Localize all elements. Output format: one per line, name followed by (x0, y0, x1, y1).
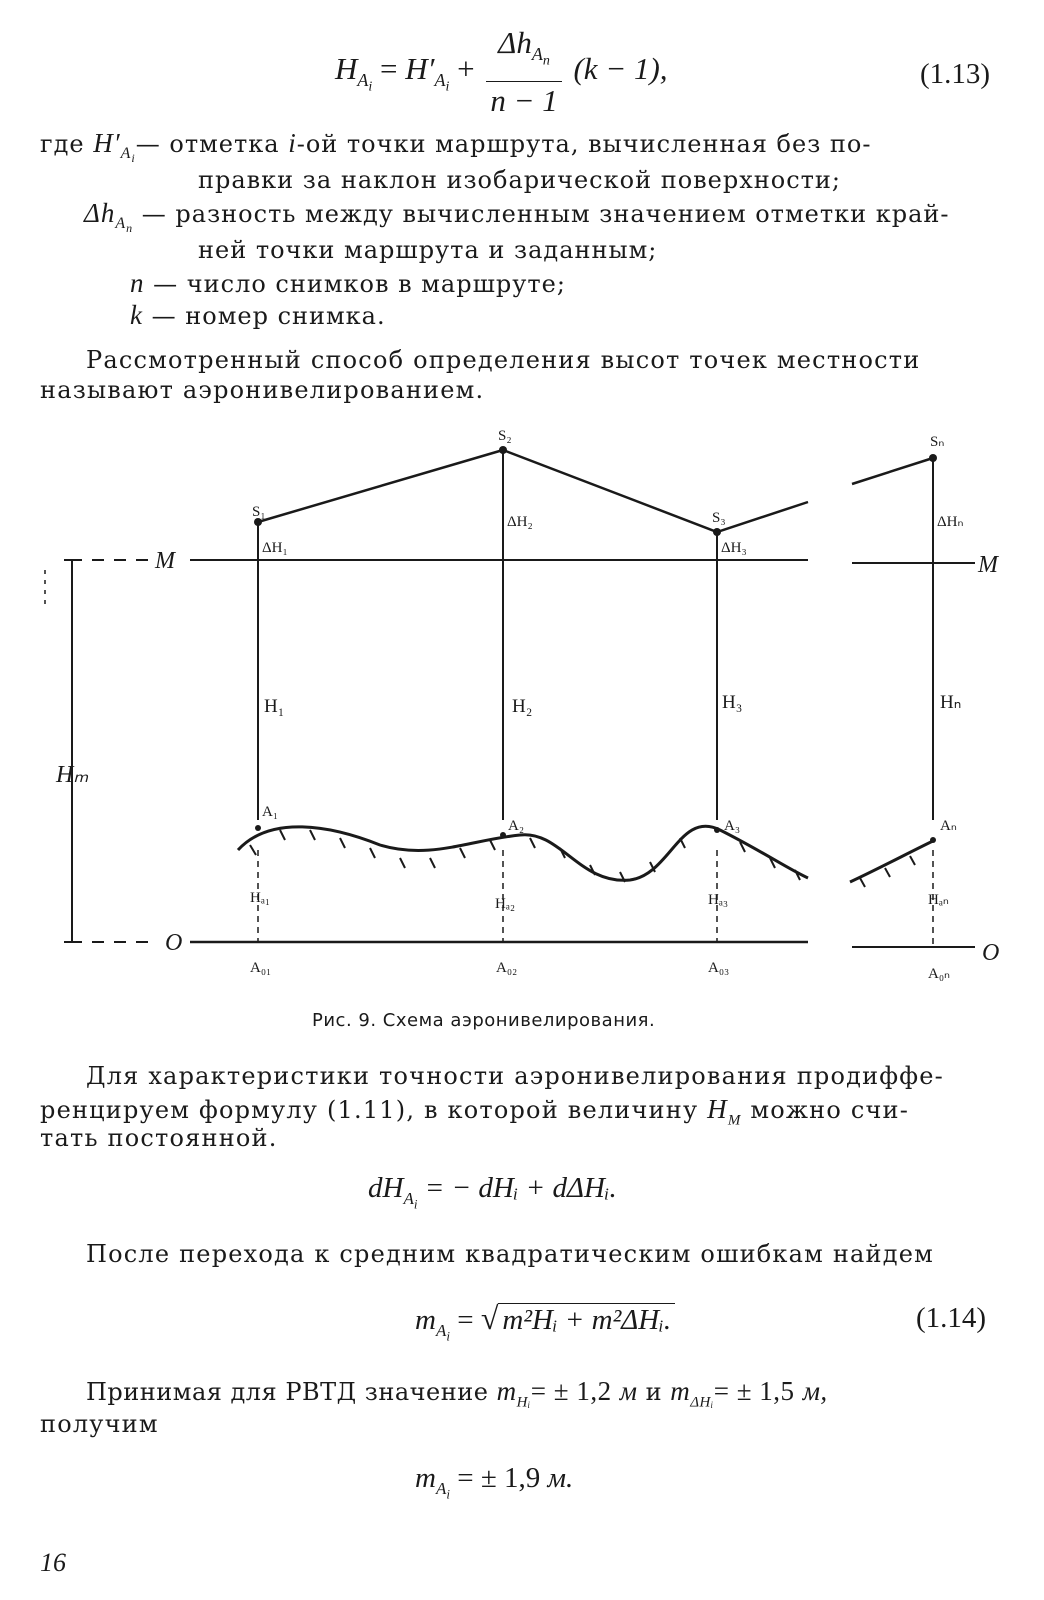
def-dash: — (135, 130, 161, 158)
inline-m-dh-text: m (670, 1376, 691, 1406)
fraction-denominator: n − 1 (490, 82, 558, 118)
fraction-numerator (486, 24, 561, 82)
def-dash: — (141, 200, 167, 228)
paragraph-4-text: Принимая для РВТД значение (86, 1378, 489, 1406)
def-inline-symbol: i (288, 128, 297, 158)
terrain-profile-end (850, 840, 935, 882)
def-symbol-text: Δh (84, 198, 116, 228)
paragraph-4-line-2: получим (40, 1410, 159, 1438)
label-han: Hₐₙ (928, 892, 949, 908)
formula-1-14-equals: = (457, 1304, 474, 1336)
label-s2: S₂ (498, 428, 512, 444)
label-a1: A₁ (262, 804, 279, 820)
formula-1-14-sub: A (435, 1320, 447, 1340)
inline-m-dh-sub: ΔHᵢ (690, 1394, 714, 1411)
label-hm: Hₘ (56, 762, 89, 788)
formula-factor: (k − 1), (573, 51, 668, 86)
paragraph-2-text: ренцируем формулу (1.11), в которой величину (40, 1096, 699, 1124)
formula-lhs: H (335, 51, 358, 86)
terrain-hatching-end (860, 856, 915, 887)
label-h2: H₂ (512, 696, 533, 717)
label-h3: H₃ (722, 692, 743, 713)
inline-unit-1: м (619, 1376, 638, 1406)
inline-m-dh-value: = ± 1,5 (713, 1376, 795, 1406)
label-o-right: O (982, 940, 1000, 966)
formula-number-1-14: (1.14) (916, 1302, 987, 1334)
inline-m-h-sub: Hᵢ (516, 1394, 531, 1411)
formula-1-14-subsub: i (446, 1328, 450, 1344)
label-dhn: ΔHₙ (937, 514, 964, 530)
label-dh2: ΔH₂ (507, 514, 533, 530)
def-symbol-text: H′ (93, 128, 121, 158)
flight-path-line-end (852, 458, 933, 484)
label-sn: Sₙ (930, 434, 945, 450)
formula-lhs-sub: A (357, 70, 369, 91)
label-ha2: Hₐ₂ (495, 896, 516, 912)
inline-m-h-text: m (496, 1376, 517, 1406)
label-an: Aₙ (940, 818, 957, 834)
formula-1-14-lhs: m (415, 1304, 436, 1336)
inline-symbol-hm (707, 1094, 742, 1129)
point-s2 (499, 446, 507, 454)
def-symbol-k: k (130, 300, 143, 330)
paragraph-3-line-1: После перехода к средним квадратическим ошибкам найдем (86, 1240, 934, 1268)
def-text: номер снимка. (185, 302, 386, 330)
terrain-profile (238, 826, 808, 880)
formula-1-14 (415, 1300, 675, 1344)
point-a1 (255, 825, 261, 831)
point-a3 (714, 827, 720, 833)
def-symbol-h-prime (93, 128, 136, 166)
formula-result-value: = ± 1,9 (457, 1462, 541, 1494)
paragraph-1-line-2: называют аэронивелированием. (40, 376, 485, 404)
inline-unit-2: м, (802, 1376, 828, 1406)
paragraph-4-and: и (645, 1378, 663, 1406)
formula-result (415, 1462, 573, 1502)
definition-line-4: ней точки маршрута и заданным; (198, 236, 658, 264)
formula-diff-sub: A (403, 1188, 414, 1208)
point-sn (929, 454, 937, 462)
figure-points (254, 446, 937, 843)
point-an (930, 837, 936, 843)
sqrt-sign: √ (480, 1300, 499, 1336)
def-dash: — (153, 270, 179, 298)
formula-result-lhs: m (415, 1462, 436, 1494)
def-text: разность между вычисленным значением отметки край- (175, 200, 950, 228)
definitions-intro: где (40, 130, 85, 158)
paragraph-4-line-1 (86, 1376, 828, 1411)
formula-result-unit: м. (547, 1462, 574, 1494)
formula-diff-rhs: = − dHᵢ + dΔHᵢ. (424, 1172, 617, 1204)
numerator-text: Δh (498, 25, 532, 60)
label-base3: A₀₃ (708, 960, 730, 976)
def-text-rest: -ой точки маршрута, вычисленная без по- (296, 130, 872, 158)
label-m-right: M (978, 552, 998, 578)
formula-term1-subsub: i (445, 79, 450, 95)
inline-m-dh (670, 1376, 714, 1411)
formula-fraction (486, 24, 561, 120)
formula-term1: H′ (405, 51, 435, 86)
figure-caption: Рис. 9. Схема аэронивелирования. (312, 1010, 656, 1031)
formula-term1-sub: A (434, 70, 446, 91)
formula-number-1-13: (1.13) (920, 58, 991, 90)
point-s3 (713, 528, 721, 536)
formula-diff-subsub: i (413, 1196, 418, 1212)
inline-m-h-value: = ± 1,2 (530, 1376, 612, 1406)
definition-line-3 (84, 198, 950, 237)
definition-line-1 (40, 128, 871, 167)
point-a2 (500, 832, 506, 838)
label-s3: S₃ (712, 510, 726, 526)
label-dh1: ΔH₁ (262, 540, 288, 556)
inline-symbol-text: H (707, 1094, 728, 1124)
label-a3: A₃ (724, 818, 741, 834)
formula-1-13 (335, 24, 668, 120)
inline-m-h (496, 1376, 531, 1411)
inline-symbol-sub: M (727, 1112, 742, 1129)
def-dash: — (151, 302, 177, 330)
label-o-left: O (165, 930, 183, 956)
definition-line-6 (130, 300, 386, 331)
label-a2: A₂ (508, 818, 525, 834)
label-hn: Hₙ (940, 692, 962, 713)
label-ha3: Hₐ₃ (708, 892, 729, 908)
page-number: 16 (40, 1548, 66, 1577)
def-symbol-sub: A (120, 145, 132, 163)
numerator-subsub: n (542, 53, 550, 69)
formula-result-subsub: i (446, 1486, 450, 1502)
def-text: отметка (169, 130, 280, 158)
formula-lhs-subsub: i (368, 79, 373, 95)
def-symbol-sub: A (115, 215, 127, 233)
formula-plus: + (457, 51, 475, 86)
formula-equals: = (380, 51, 398, 86)
formula-differential (368, 1172, 617, 1212)
label-base2: A₀₂ (496, 960, 518, 976)
paragraph-2-line-1: Для характеристики точности аэронивелирования продиффе- (86, 1062, 944, 1090)
formula-result-sub: A (435, 1478, 447, 1498)
def-text: число снимков в маршруте; (186, 270, 566, 298)
formula-diff-lhs: dH (368, 1172, 404, 1204)
def-symbol-subsub: i (131, 151, 136, 166)
definition-line-2: правки за наклон изобарической поверхности; (198, 166, 841, 194)
numerator-sub: A (531, 44, 543, 65)
label-s1: S₁ (252, 504, 266, 520)
def-symbol-delta-h (84, 198, 134, 236)
definition-line-5 (130, 268, 566, 299)
paragraph-2-text-rest: можно счи- (750, 1096, 910, 1124)
label-ha1: Hₐ₁ (250, 890, 271, 906)
paragraph-2-line-3: тать постоянной. (40, 1124, 278, 1152)
label-dh3: ΔH₃ (721, 540, 747, 556)
label-base1: A₀₁ (250, 960, 272, 976)
formula-1-14-radicand: m²Hᵢ + m²ΔHᵢ. (498, 1303, 675, 1336)
figure-aeroleveling-diagram (0, 420, 1044, 990)
def-symbol-n: n (130, 268, 145, 298)
def-symbol-subsub: n (126, 221, 134, 236)
paragraph-1-line-1: Рассмотренный способ определения высот точек местности (86, 346, 921, 374)
label-m-left: M (155, 548, 175, 574)
label-basen: A₀ₙ (928, 966, 951, 982)
label-h1: H₁ (264, 696, 285, 717)
